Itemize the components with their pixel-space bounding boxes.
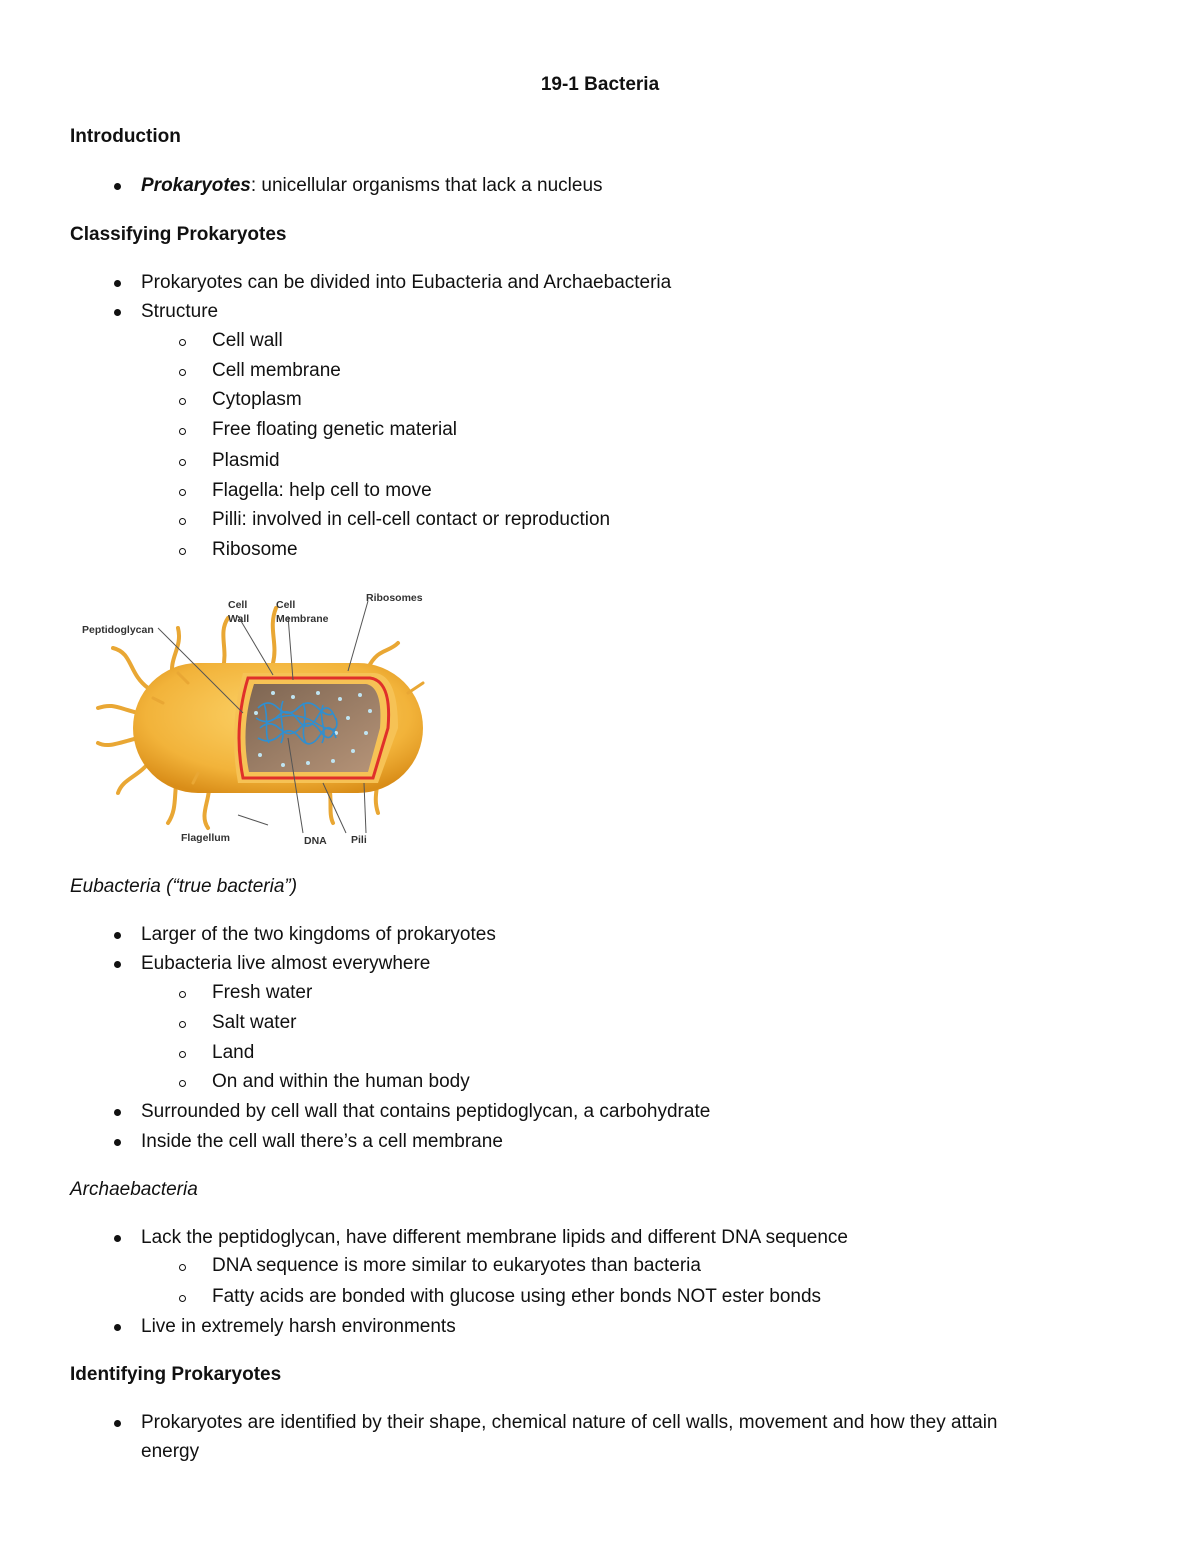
habitat-item: On and within the human body [212, 1071, 470, 1092]
sub-bullet-marker [179, 398, 186, 405]
structure-item: Ribosome [212, 539, 298, 560]
structure-item: Free floating genetic material [212, 419, 458, 440]
habitat-item: Land [212, 1042, 255, 1063]
identifying-bullet-line-1: Prokaryotes are identified by their shape, chemical nature of cell walls, movement and how they attain [141, 1412, 998, 1433]
structure-bullet: Structure [141, 301, 219, 322]
label-cell-membrane-1: Cell [276, 599, 296, 611]
sub-bullet-marker [179, 991, 186, 998]
bullet-marker [114, 280, 121, 287]
classifying-bullet-1: Prokaryotes can be divided into Eubacteria and Archaebacteria [141, 272, 672, 293]
bullet-marker [114, 1235, 121, 1242]
eubacteria-bullet-1: Larger of the two kingdoms of prokaryotes [141, 924, 496, 945]
structure-item: Cell membrane [212, 360, 341, 381]
bullet-marker [114, 309, 121, 316]
eubacteria-bullet-2: Eubacteria live almost everywhere [141, 953, 431, 974]
archaebacteria-sub-2: Fatty acids are bonded with glucose using ether bonds NOT ester bonds [212, 1286, 822, 1307]
label-peptidoglycan: Peptidoglycan [82, 624, 154, 636]
bullet-marker [114, 1139, 121, 1146]
structure-item: Cell wall [212, 330, 283, 351]
bullet-marker [114, 1420, 121, 1427]
sub-bullet-marker [179, 1051, 186, 1058]
sub-bullet-marker [179, 369, 186, 376]
sub-bullet-marker [179, 1021, 186, 1028]
page-title: 19-1 Bacteria [540, 74, 660, 95]
archaebacteria-bullet-2: Live in extremely harsh environments [141, 1316, 456, 1337]
sub-bullet-marker [179, 428, 186, 435]
introduction-heading: Introduction [70, 126, 181, 147]
bullet-marker [114, 1324, 121, 1331]
structure-item: Cytoplasm [212, 389, 302, 410]
sub-bullet-marker [179, 1264, 186, 1271]
eubacteria-bullet-3: Surrounded by cell wall that contains peptidoglycan, a carbohydrate [141, 1101, 711, 1122]
sub-bullet-marker [179, 459, 186, 466]
definition-text: : unicellular organisms that lack a nucleus [250, 175, 603, 196]
structure-item: Flagella: help cell to move [212, 480, 432, 501]
prokaryotes-term: Prokaryotes [141, 175, 251, 196]
bullet-marker [114, 932, 121, 939]
structure-item: Plasmid [212, 450, 280, 471]
sub-bullet-marker [179, 339, 186, 346]
archaebacteria-sub-1: DNA sequence is more similar to eukaryotes than bacteria [212, 1255, 701, 1276]
sub-bullet-marker [179, 1080, 186, 1087]
label-ribosomes: Ribosomes [366, 592, 423, 604]
label-cell-wall-2: Wall [228, 613, 250, 625]
label-cell-wall-1: Cell [228, 599, 248, 611]
label-flagellum: Flagellum [181, 832, 231, 844]
structure-item: Pilli: involved in cell-cell contact or reproduction [212, 509, 611, 530]
label-dna: DNA [304, 835, 327, 847]
classifying-heading: Classifying Prokaryotes [70, 224, 287, 245]
archaebacteria-bullet-1: Lack the peptidoglycan, have different membrane lipids and different DNA sequence [141, 1227, 848, 1248]
habitat-item: Fresh water [212, 982, 313, 1003]
label-pili: Pili [351, 834, 367, 846]
introduction-definition [141, 175, 603, 197]
label-cell-membrane-2: Membrane [276, 613, 329, 625]
sub-bullet-marker [179, 1295, 186, 1302]
eubacteria-heading: Eubacteria (“true bacteria”) [70, 876, 298, 897]
bacteria-cell-diagram [78, 583, 438, 853]
bullet-marker [114, 183, 121, 190]
sub-bullet-marker [179, 548, 186, 555]
eubacteria-bullet-4: Inside the cell wall there’s a cell membrane [141, 1131, 503, 1152]
archaebacteria-heading: Archaebacteria [70, 1179, 198, 1200]
identifying-bullet-line-2: energy [141, 1441, 200, 1462]
cell-cutaway [234, 673, 398, 783]
bullet-marker [114, 961, 121, 968]
bullet-marker [114, 1109, 121, 1116]
sub-bullet-marker [179, 518, 186, 525]
habitat-item: Salt water [212, 1012, 297, 1033]
identifying-heading: Identifying Prokaryotes [70, 1364, 282, 1385]
sub-bullet-marker [179, 489, 186, 496]
